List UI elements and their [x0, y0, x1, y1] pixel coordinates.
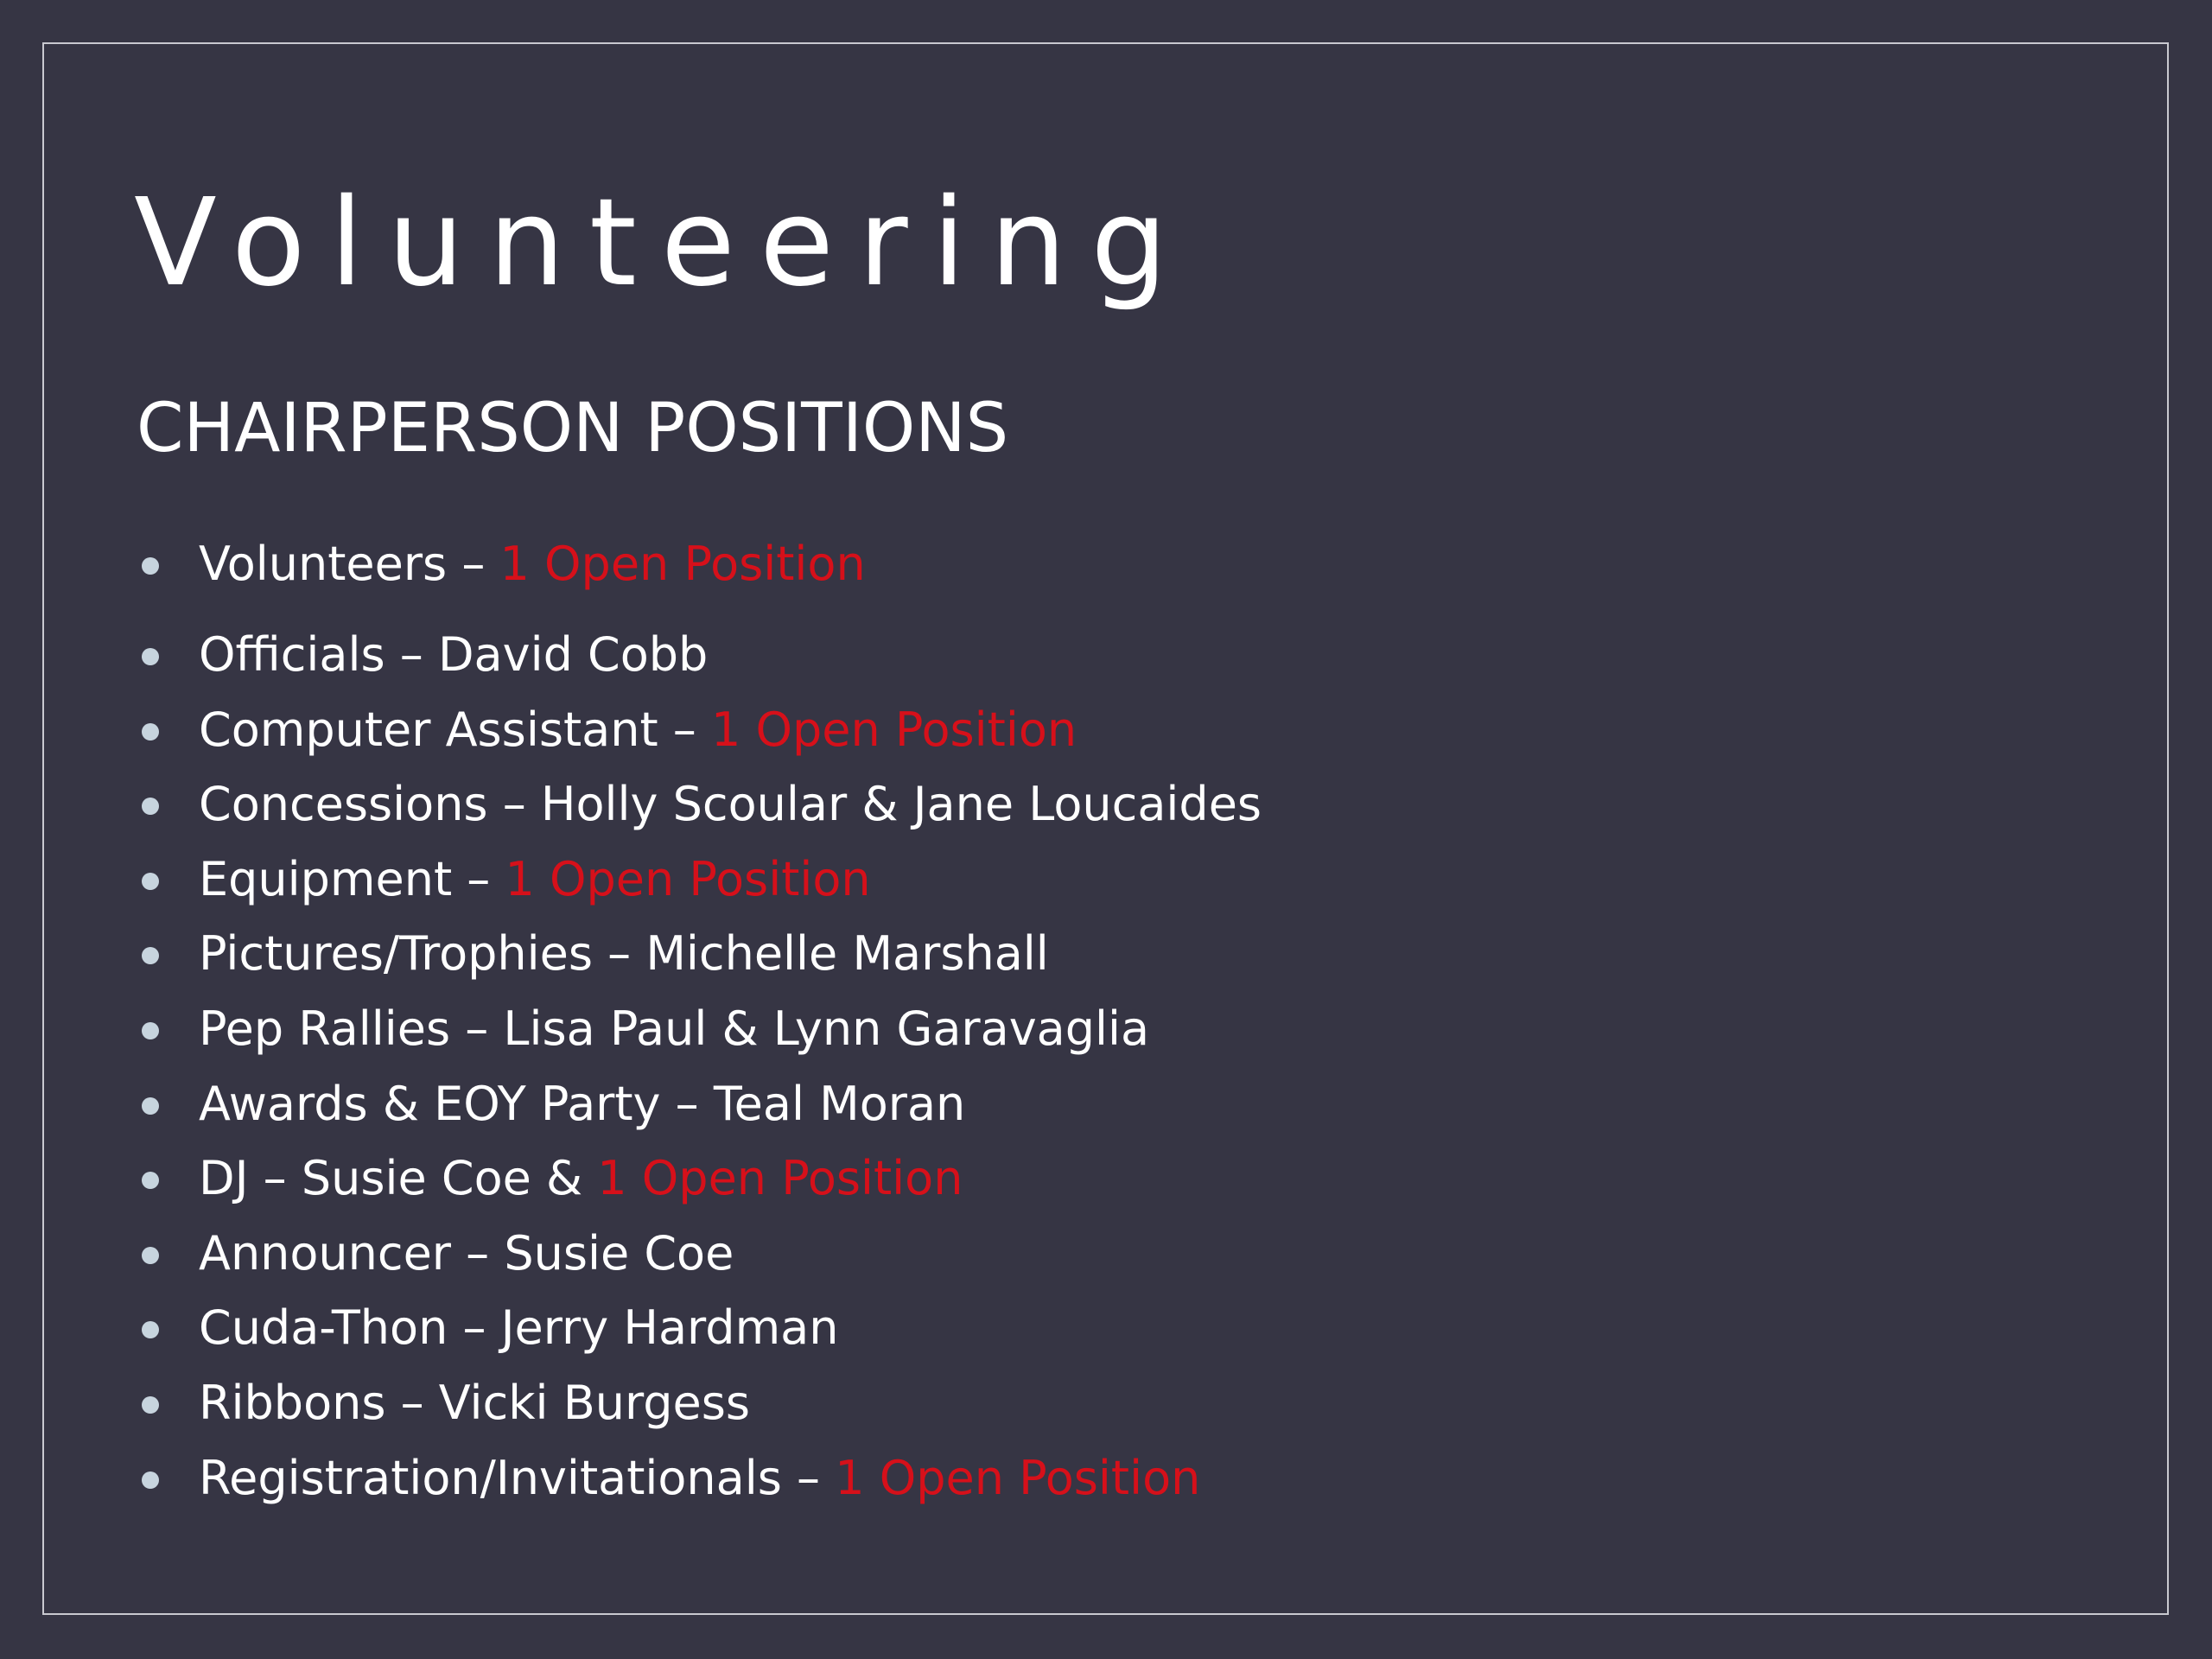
bullet-icon	[142, 723, 159, 741]
item-text	[199, 767, 1262, 842]
item-text	[199, 917, 1049, 992]
item-text	[199, 842, 871, 918]
bullet-icon	[142, 873, 159, 890]
position-label: Pictures/Trophies – Michelle Marshall	[199, 926, 1049, 982]
open-position: 1 Open Position	[499, 537, 866, 591]
open-position: 1 Open Position	[835, 1450, 1201, 1505]
position-label: Cuda-Thon – Jerry Hardman	[199, 1300, 839, 1356]
item-text	[199, 618, 708, 693]
item-text	[199, 992, 1149, 1067]
open-position: 1 Open Position	[597, 1151, 963, 1206]
item-text	[199, 693, 1077, 768]
item-text	[199, 531, 866, 597]
position-label: Officials – David Cobb	[199, 627, 709, 682]
slide-subtitle: CHAIRPERSON POSITIONS	[137, 390, 1009, 467]
bullet-icon	[142, 648, 159, 665]
bullet-icon	[142, 1022, 159, 1039]
position-label: Computer Assistant –	[199, 702, 711, 757]
position-label: Equipment –	[199, 851, 505, 906]
slide-title: Volunteering	[134, 173, 1192, 314]
item-text	[199, 1217, 734, 1292]
open-position: 1 Open Position	[710, 702, 1077, 757]
item-text	[199, 1067, 965, 1142]
bullet-icon	[142, 1097, 159, 1115]
position-label: Volunteers –	[199, 537, 500, 591]
bullet-icon	[142, 1471, 159, 1489]
item-text	[199, 1141, 963, 1217]
item-text	[199, 1291, 839, 1366]
position-label: Concessions – Holly Scoular & Jane Loucaides	[199, 777, 1262, 832]
position-label: DJ – Susie Coe &	[199, 1151, 598, 1206]
position-label: Awards & EOY Party – Teal Moran	[199, 1076, 966, 1131]
position-label: Announcer – Susie Coe	[199, 1225, 734, 1281]
open-position: 1 Open Position	[505, 851, 871, 906]
position-label: Registration/Invitationals –	[199, 1450, 836, 1505]
bullet-icon	[142, 557, 159, 575]
item-text	[199, 1441, 1200, 1516]
position-label: Ribbons – Vicki Burgess	[199, 1375, 750, 1430]
position-label: Pep Rallies – Lisa Paul & Lynn Garavaglia	[199, 1001, 1150, 1056]
item-text	[199, 1366, 750, 1441]
bullet-icon	[142, 1396, 159, 1414]
bullet-icon	[142, 1247, 159, 1264]
